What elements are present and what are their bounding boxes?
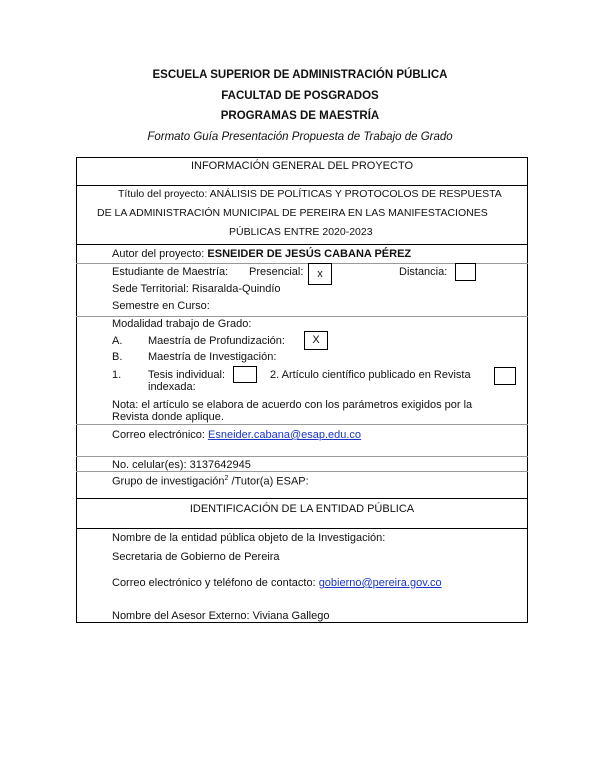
distancia-checkbox[interactable]	[455, 263, 476, 281]
note-line1: Nota: el artículo se elabora de acuerdo con los parámetros exigidos por la	[112, 399, 473, 411]
entity-name: Secretaria de Gobierno de Pereira	[112, 551, 280, 563]
table-rule	[76, 244, 528, 245]
tesis-checkbox[interactable]	[233, 366, 257, 383]
external-advisor: Nombre del Asesor Externo: Viviana Gallego	[112, 610, 330, 622]
email-link[interactable]: Esneider.cabana@esap.edu.co	[208, 429, 362, 441]
distancia-label: Distancia:	[399, 266, 448, 278]
research-group: Grupo de investigación$^2$ /Tutor(a) ESAP:	[112, 475, 309, 488]
entity-label: Nombre de la entidad pública objeto de la Investigación:	[112, 532, 386, 544]
project-title-line1: Título del proyecto: ANÁLISIS DE POLÍTICAS Y PROTOCOLOS DE RESPUESTA	[118, 188, 502, 200]
table-rule	[76, 316, 528, 317]
table-rule	[76, 424, 528, 425]
table-rule	[76, 157, 528, 158]
contact-email-link[interactable]: gobierno@pereira.gov.co	[318, 577, 442, 589]
author-row: Autor del proyecto: ESNEIDER DE JESÚS CABANA PÉREZ	[112, 248, 412, 260]
semestre-en-curso: Semestre en Curso:	[112, 300, 210, 312]
option-b-letter: B.	[112, 351, 123, 363]
option-1-label: Tesis individual:	[148, 369, 226, 381]
form-title: Formato Guía Presentación Propuesta de Trabajo de Grado	[147, 131, 453, 143]
project-title-line3: PÚBLICAS ENTRE 2020-2023	[229, 226, 373, 238]
cell-phone: No. celular(es): 3137642945	[112, 459, 251, 471]
table-rule	[76, 185, 528, 186]
programs-name: PROGRAMAS DE MAESTRÍA	[220, 110, 380, 122]
table-rule	[76, 498, 528, 499]
email-row: Correo electrónico: Esneider.cabana@esap.edu.co	[112, 429, 362, 441]
faculty-name: FACULTAD DE POSGRADOS	[221, 90, 379, 102]
student-label: Estudiante de Maestría:	[112, 266, 229, 278]
presencial-checkbox[interactable]: x	[308, 263, 332, 285]
note-line2: Revista donde aplique.	[112, 411, 224, 423]
modalidad-label: Modalidad trabajo de Grado:	[112, 318, 252, 330]
author-name: ESNEIDER DE JESÚS CABANA PÉREZ	[207, 248, 412, 260]
table-rule	[76, 622, 528, 623]
section-entity-heading: IDENTIFICACIÓN DE LA ENTIDAD PÚBLICA	[189, 503, 415, 515]
articulo-checkbox[interactable]	[494, 367, 516, 385]
sede-territorial: Sede Territorial: Risaralda-Quindío	[112, 283, 281, 295]
option-a-letter: A.	[112, 335, 123, 347]
table-rule	[76, 528, 528, 529]
option-1-number: 1.	[112, 369, 122, 381]
option-2-label: 2. Artículo científico publicado en Revista	[270, 369, 471, 381]
profundizacion-checkbox[interactable]: X	[304, 331, 328, 350]
option-b-label: Maestría de Investigación:	[148, 351, 277, 363]
option-a-label: Maestría de Profundización:	[148, 335, 285, 347]
table-rule	[76, 471, 528, 472]
project-title-line2: DE LA ADMINISTRACIÓN MUNICIPAL DE PEREIRA EN LAS MANIFESTACIONES	[97, 207, 488, 219]
table-rule	[76, 456, 528, 457]
section-general-heading: INFORMACIÓN GENERAL DEL PROYECTO	[190, 160, 414, 172]
contact-row: Correo electrónico y teléfono de contacto: gobierno@pereira.gov.co	[112, 577, 442, 589]
school-name: ESCUELA SUPERIOR DE ADMINISTRACIÓN PÚBLICA	[152, 69, 448, 81]
presencial-label: Presencial:	[249, 266, 304, 278]
option-1-label-cont: indexada:	[148, 381, 196, 393]
